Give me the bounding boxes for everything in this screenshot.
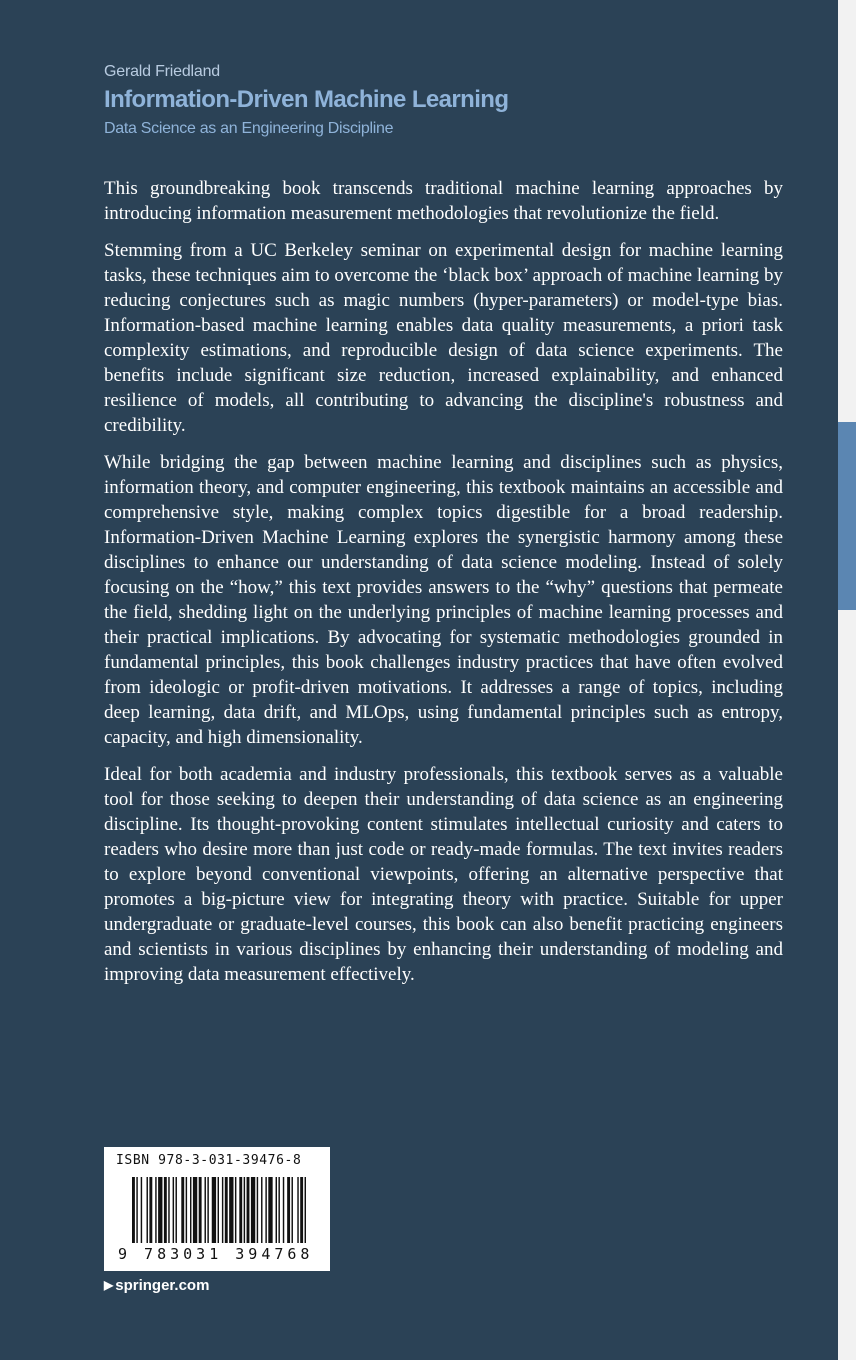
- barcode-bar: [199, 1177, 202, 1243]
- barcode-bar: [181, 1177, 184, 1243]
- barcode-bar: [218, 1177, 219, 1243]
- barcode-bar: [278, 1177, 279, 1243]
- triangle-right-icon: ▶: [104, 1278, 114, 1292]
- barcode-bar: [147, 1177, 148, 1243]
- isbn-barcode: [104, 1147, 330, 1271]
- barcode-bar: [168, 1177, 169, 1243]
- barcode-bar: [297, 1177, 298, 1243]
- barcode-bar: [235, 1177, 236, 1243]
- description-paragraph-2: Stemming from a UC Berkeley seminar on experimental design for machine learning tasks, these techniques aim to overcome the ‘black box’ approach of machine learning by reducing conjectures such as magic numbers (hyper-parameters) or model-type bias. Information-based machine learning enables data quality measurements, a priori task complexity estimations, and reproducible design of data science experiments. The benefits include significant size reduction, increased explainability, and enhanced resilience of models, all contributing to advancing the discipline's robustness and credibility.: [104, 240, 783, 436]
- barcode-bar: [261, 1177, 262, 1243]
- description-paragraph-3: While bridging the gap between machine learning and disciplines such as physics, information theory, and computer engineering, this textbook maintains an accessible and comprehensive style, making complex topics digestible for a broad readership. Information-Driven Machine Learning explores the synergistic harmony among these disciplines to enhance our understanding of data science modeling. Instead of solely focusing on the “how,” this text provides answers to the “why” questions that permeate the field, shedding light on the underlying principles of machine learning processes and their practical implications. By advocating for systematic methodologies grounded in fundamental principles, this book challenges industry practices that have often evolved from ideologic or profit-driven motivations. It addresses a range of topics, including deep learning, data drift, and MLOps, using fundamental principles such as entropy, capacity, and high dimensionality.: [104, 452, 783, 748]
- barcode-bar: [305, 1177, 306, 1243]
- barcode-bar: [207, 1177, 208, 1243]
- spine-accent-stripe: [838, 422, 856, 610]
- barcode-bar: [186, 1177, 187, 1243]
- barcode-bar: [268, 1177, 272, 1243]
- barcode-bar: [149, 1177, 152, 1243]
- barcode-bar: [132, 1177, 135, 1243]
- barcode-bars: [132, 1177, 308, 1247]
- description-paragraph-1: This groundbreaking book transcends traditional machine learning approaches by introducing information measurement methodologies that revolutionize the field.: [104, 178, 783, 224]
- barcode-bar: [158, 1177, 162, 1243]
- barcode-bar: [155, 1177, 156, 1243]
- barcode-bar: [205, 1177, 206, 1243]
- barcode-bar: [257, 1177, 258, 1243]
- description-paragraph-4: Ideal for both academia and industry professionals, this textbook serves as a valuable tool for those seeking to deepen their understanding of data science as an engineering discipline. Its thought-provoking content stimulates intellectual curiosity and caters to readers who desire more than just code or ready-made formulas. The text invites readers to explore beyond conventional viewpoints, offering an alternative perspective that promotes a big-picture view for integrating theory with practice. Suitable for upper undergraduate or graduate-level courses, this book can also benefit practicing engineers and scientists in various disciplines by enhancing their understanding of modeling and improving data measurement effectively.: [104, 764, 783, 985]
- barcode-bar: [222, 1177, 223, 1243]
- ean-digits: 9 783031 394768: [118, 1245, 314, 1263]
- barcode-bar: [225, 1177, 228, 1243]
- isbn-label: ISBN 978-3-031-39476-8: [116, 1153, 302, 1168]
- barcode-bar: [212, 1177, 216, 1243]
- barcode-bar: [190, 1177, 191, 1243]
- barcode-bar: [287, 1177, 290, 1243]
- barcode-bar: [141, 1177, 142, 1243]
- publisher-url: springer.com: [115, 1277, 210, 1294]
- barcode-bar: [283, 1177, 284, 1243]
- barcode-bar: [292, 1177, 293, 1243]
- barcode-bar: [229, 1177, 233, 1243]
- barcode-bar: [247, 1177, 250, 1243]
- barcode-bar: [164, 1177, 167, 1243]
- barcode-bar: [176, 1177, 177, 1243]
- barcode-bar: [244, 1177, 245, 1243]
- barcode-bar: [265, 1177, 266, 1243]
- barcode-bar: [193, 1177, 197, 1243]
- book-title: Information-Driven Machine Learning: [104, 86, 509, 113]
- spine-edge: [838, 0, 856, 1360]
- description-text: [104, 176, 783, 999]
- publisher-link[interactable]: [104, 1277, 209, 1294]
- barcode-bar: [300, 1177, 303, 1243]
- cover-header: [104, 62, 804, 141]
- barcode-bar: [251, 1177, 255, 1243]
- author-name: Gerald Friedland: [104, 63, 220, 80]
- barcode-bar: [136, 1177, 137, 1243]
- barcode-bar: [239, 1177, 242, 1243]
- barcode-bar: [276, 1177, 277, 1243]
- book-subtitle: Data Science as an Engineering Discipline: [104, 120, 394, 137]
- barcode-bar: [173, 1177, 174, 1243]
